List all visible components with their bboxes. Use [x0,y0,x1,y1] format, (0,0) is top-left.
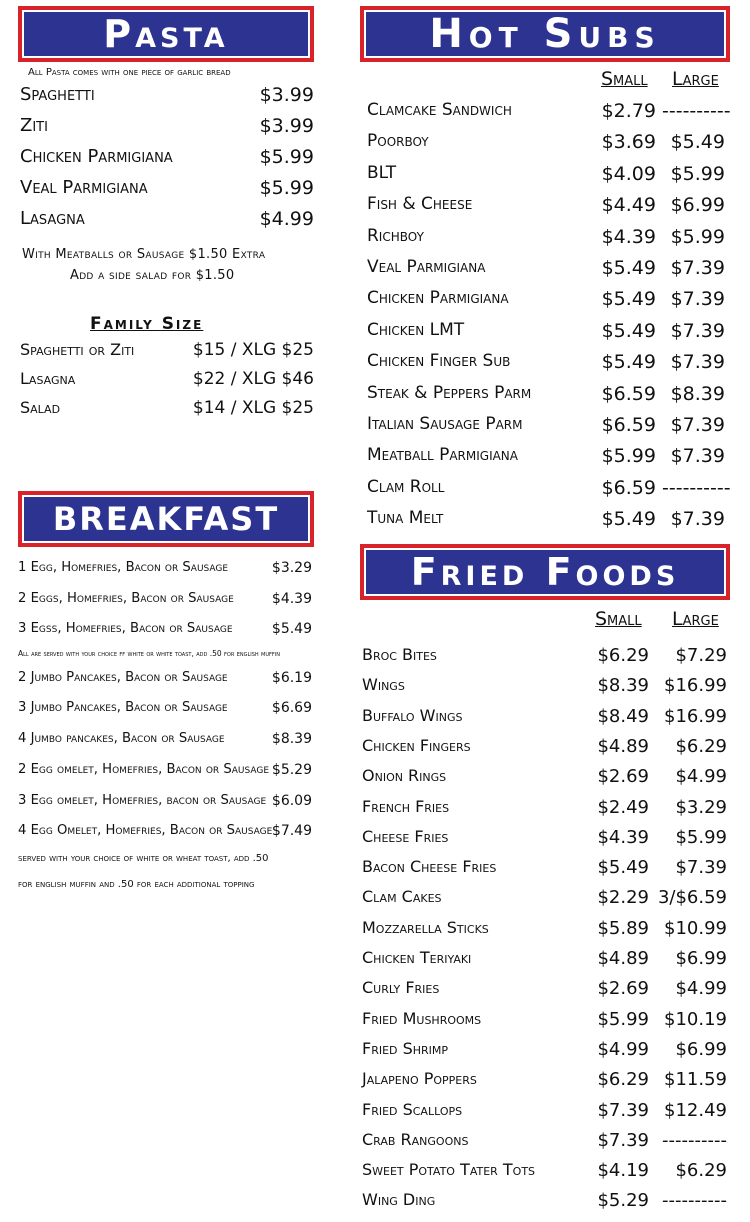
fried-food-small-price: $2.69 [597,766,649,788]
pasta-item-name: Lasagna [20,208,85,229]
hot-sub-large-price: ---------- [662,100,731,122]
pasta-item-price: $3.99 [259,115,314,137]
breakfast-item-name: 2 Egg omelet, Homefries, Bacon or Sausage [18,762,270,777]
hot-sub-small-price: $5.49 [601,257,656,279]
hot-sub-small-price: $4.39 [601,225,656,248]
hot-sub-name: Steak & Peppers Parm [367,382,532,403]
fried-food-name: Onion Rings [362,766,447,786]
breakfast-item-name: 3 Egg omelet, Homefries, bacon or Sausage [18,793,267,808]
hot-sub-large-price: $7.39 [670,351,725,374]
fried-food-name: French Fries [362,796,450,816]
family-item-price: $15 / XLG $25 [192,340,314,360]
fried-food-large-price: $12.49 [664,1099,727,1121]
breakfast-item-name: 1 Egg, Homefries, Bacon or Sausage [18,560,229,575]
fried-food-large-price: $7.39 [675,857,727,879]
breakfast-title: BREAKFAST [52,500,280,538]
hot-sub-name: Poorboy [367,131,429,152]
fried-food-small-price: $4.89 [597,948,649,969]
fried-food-name: Cheese Fries [362,826,449,846]
fried-food-small-price: $8.39 [597,675,649,697]
fried-food-small-price: $2.49 [597,796,649,818]
hot-sub-name: Chicken Parmigiana [367,288,509,309]
hot-sub-name: Clamcake Sandwich [367,100,512,120]
hot-sub-large-price: $5.49 [670,131,725,154]
pasta-item-price: $4.99 [259,208,314,230]
breakfast-item-price: $7.49 [271,823,312,839]
fried-food-small-price: $2.29 [597,887,649,909]
hot-subs-large-header: Large [672,68,719,90]
fried-food-large-price: $5.99 [675,826,727,848]
breakfast-footer-2: for english muffin and .50 for each additional topping [18,879,255,890]
fried-food-small-price: $4.39 [597,826,649,848]
breakfast-item-price: $5.29 [271,762,312,778]
breakfast-item-name: 3 Jumbo Pancakes, Bacon or Sausage [18,700,228,715]
breakfast-banner [18,491,314,547]
fried-foods-title: Fried Foods [410,550,680,594]
fried-food-large-price: $6.99 [675,1038,727,1060]
fried-food-large-price: $6.99 [675,948,727,969]
breakfast-item-name: 2 Eggs, Homefries, Bacon or Sausage [18,591,234,606]
hot-sub-small-price: $2.79 [601,100,656,122]
fried-food-small-price: $7.39 [597,1099,649,1121]
hot-sub-large-price: $7.39 [670,414,725,436]
hot-sub-large-price: $5.99 [670,162,725,185]
hot-sub-small-price: $6.59 [601,414,656,436]
fried-food-large-price: ---------- [662,1129,727,1151]
fried-food-large-price: $4.99 [675,978,727,1000]
fried-food-large-price: $16.99 [664,675,727,697]
hot-sub-large-price: $7.39 [670,319,725,342]
pasta-item-name: Ziti [20,115,48,136]
hot-sub-large-price: $7.39 [670,445,725,468]
breakfast-item-price: $6.09 [271,793,312,809]
fried-food-small-price: $2.69 [597,978,649,1000]
fried-food-large-price: $16.99 [664,705,727,727]
fried-food-name: Wing Ding [362,1190,436,1210]
hot-sub-name: Clam Roll [367,476,445,497]
fried-food-large-price: $6.29 [675,1160,727,1182]
fried-food-large-price: $6.29 [675,735,727,757]
hot-sub-large-price: $8.39 [670,382,725,405]
hot-subs-small-header: Small [601,68,648,90]
pasta-note: All Pasta comes with one piece of garlic bread [28,67,231,78]
fried-food-name: Fried Scallops [362,1099,463,1119]
breakfast-item-name: 3 Egss, Homefries, Bacon or Sausage [18,621,233,636]
hot-sub-small-price: $5.49 [601,319,656,342]
pasta-item-price: $5.99 [259,146,314,168]
hot-sub-name: Chicken Finger Sub [367,351,511,372]
hot-sub-small-price: $4.09 [601,162,656,185]
hot-sub-large-price: ---------- [662,476,731,499]
breakfast-toast-note: All are served with your choice ff white or white toast, add .50 for english muffin [18,649,280,658]
fried-food-small-price: $8.49 [597,705,649,727]
fried-food-small-price: $5.99 [597,1008,649,1030]
fried-food-name: Fried Shrimp [362,1038,449,1058]
hot-sub-small-price: $5.99 [601,445,656,468]
fried-food-large-price: $7.29 [675,645,727,666]
hot-sub-name: Italian Sausage Parm [367,414,523,434]
breakfast-item-price: $6.69 [271,700,312,716]
pasta-item-name: Veal Parmigiana [20,177,148,198]
breakfast-item-price: $6.19 [271,670,312,686]
hot-sub-name: Veal Parmigiana [367,257,486,277]
fried-food-large-price: $10.19 [664,1008,727,1030]
family-item-name: Lasagna [20,369,76,388]
fried-food-name: Jalapeno Poppers [362,1069,477,1089]
pasta-banner [18,6,314,62]
pasta-extra-salad: Add a side salad for $1.50 [70,268,235,283]
family-item-price: $14 / XLG $25 [192,398,314,418]
hot-sub-large-price: $6.99 [670,194,725,217]
fried-food-large-price: $11.59 [664,1069,727,1091]
fried-foods-large-header: Large [672,608,719,630]
fried-food-name: Clam Cakes [362,887,442,907]
hot-sub-name: Meatball Parmigiana [367,445,518,466]
hot-sub-small-price: $6.59 [601,476,656,499]
breakfast-item-price: $3.29 [271,560,312,576]
fried-food-name: Crab Rangoons [362,1129,469,1149]
breakfast-item-name: 4 Egg Omelet, Homefries, Bacon or Sausage [18,823,273,838]
hot-sub-name: Richboy [367,225,424,246]
hot-sub-small-price: $3.69 [601,131,656,154]
fried-food-small-price: $5.29 [597,1190,649,1212]
pasta-title: Pasta [103,12,229,56]
fried-food-small-price: $4.99 [597,1038,649,1060]
breakfast-item-price: $5.49 [271,621,312,637]
fried-food-small-price: $5.89 [597,917,649,939]
fried-food-large-price: $10.99 [664,917,727,939]
breakfast-item-name: 4 Jumbo pancakes, Bacon or Sausage [18,731,225,746]
hot-sub-small-price: $5.49 [601,288,656,311]
hot-subs-title: Hot Subs [429,11,661,57]
fried-food-large-price: $3.29 [675,796,727,818]
breakfast-item-name: 2 Jumbo Pancakes, Bacon or Sausage [18,670,228,685]
family-item-name: Spaghetti or Ziti [20,340,135,359]
fried-food-large-price: ---------- [662,1190,727,1212]
fried-foods-small-header: Small [595,608,642,630]
hot-sub-small-price: $5.49 [601,351,656,374]
fried-food-small-price: $4.89 [597,735,649,757]
pasta-extra-meatballs: With Meatballs or Sausage $1.50 Extra [22,247,266,262]
hot-sub-name: Tuna Melt [367,508,444,529]
fried-food-name: Broc Bites [362,645,437,664]
fried-food-name: Sweet Potato Tater Tots [362,1160,536,1180]
fried-food-name: Curly Fries [362,978,440,998]
fried-food-small-price: $6.29 [597,1069,649,1091]
hot-sub-large-price: $7.39 [670,288,725,311]
fried-food-small-price: $5.49 [597,857,649,879]
pasta-item-name: Chicken Parmigiana [20,146,173,167]
hot-sub-small-price: $4.49 [601,194,656,217]
hot-sub-small-price: $5.49 [601,508,656,531]
breakfast-footer-1: served with your choice of white or wheat toast, add .50 [18,853,269,864]
hot-sub-large-price: $7.39 [670,508,725,531]
hot-sub-name: Chicken LMT [367,319,465,340]
fried-food-small-price: $7.39 [597,1129,649,1151]
fried-food-small-price: $4.19 [597,1160,649,1182]
fried-food-large-price: 3/$6.59 [657,887,727,909]
family-item-name: Salad [20,398,61,417]
breakfast-item-price: $4.39 [271,591,312,607]
pasta-item-price: $5.99 [259,177,314,199]
fried-food-name: Chicken Teriyaki [362,948,472,967]
pasta-item-price: $3.99 [259,84,314,106]
hot-sub-name: Fish & Cheese [367,194,473,215]
fried-food-large-price: $4.99 [675,766,727,788]
fried-food-name: Bacon Cheese Fries [362,857,497,877]
family-size-title: Family Size [90,314,204,334]
fried-food-name: Wings [362,675,405,695]
pasta-item-name: Spaghetti [20,84,95,105]
hot-sub-name: BLT [367,162,397,183]
breakfast-item-price: $8.39 [271,731,312,747]
hot-sub-large-price: $7.39 [670,257,725,279]
fried-food-name: Mozzarella Sticks [362,917,489,937]
hot-sub-large-price: $5.99 [670,225,725,248]
hot-sub-small-price: $6.59 [601,382,656,405]
family-item-price: $22 / XLG $46 [192,369,314,389]
fried-foods-banner [360,544,730,600]
fried-food-name: Buffalo Wings [362,705,463,725]
fried-food-name: Chicken Fingers [362,735,471,755]
hot-subs-banner [360,6,730,62]
fried-food-name: Fried Mushrooms [362,1008,482,1028]
fried-food-small-price: $6.29 [597,645,649,666]
